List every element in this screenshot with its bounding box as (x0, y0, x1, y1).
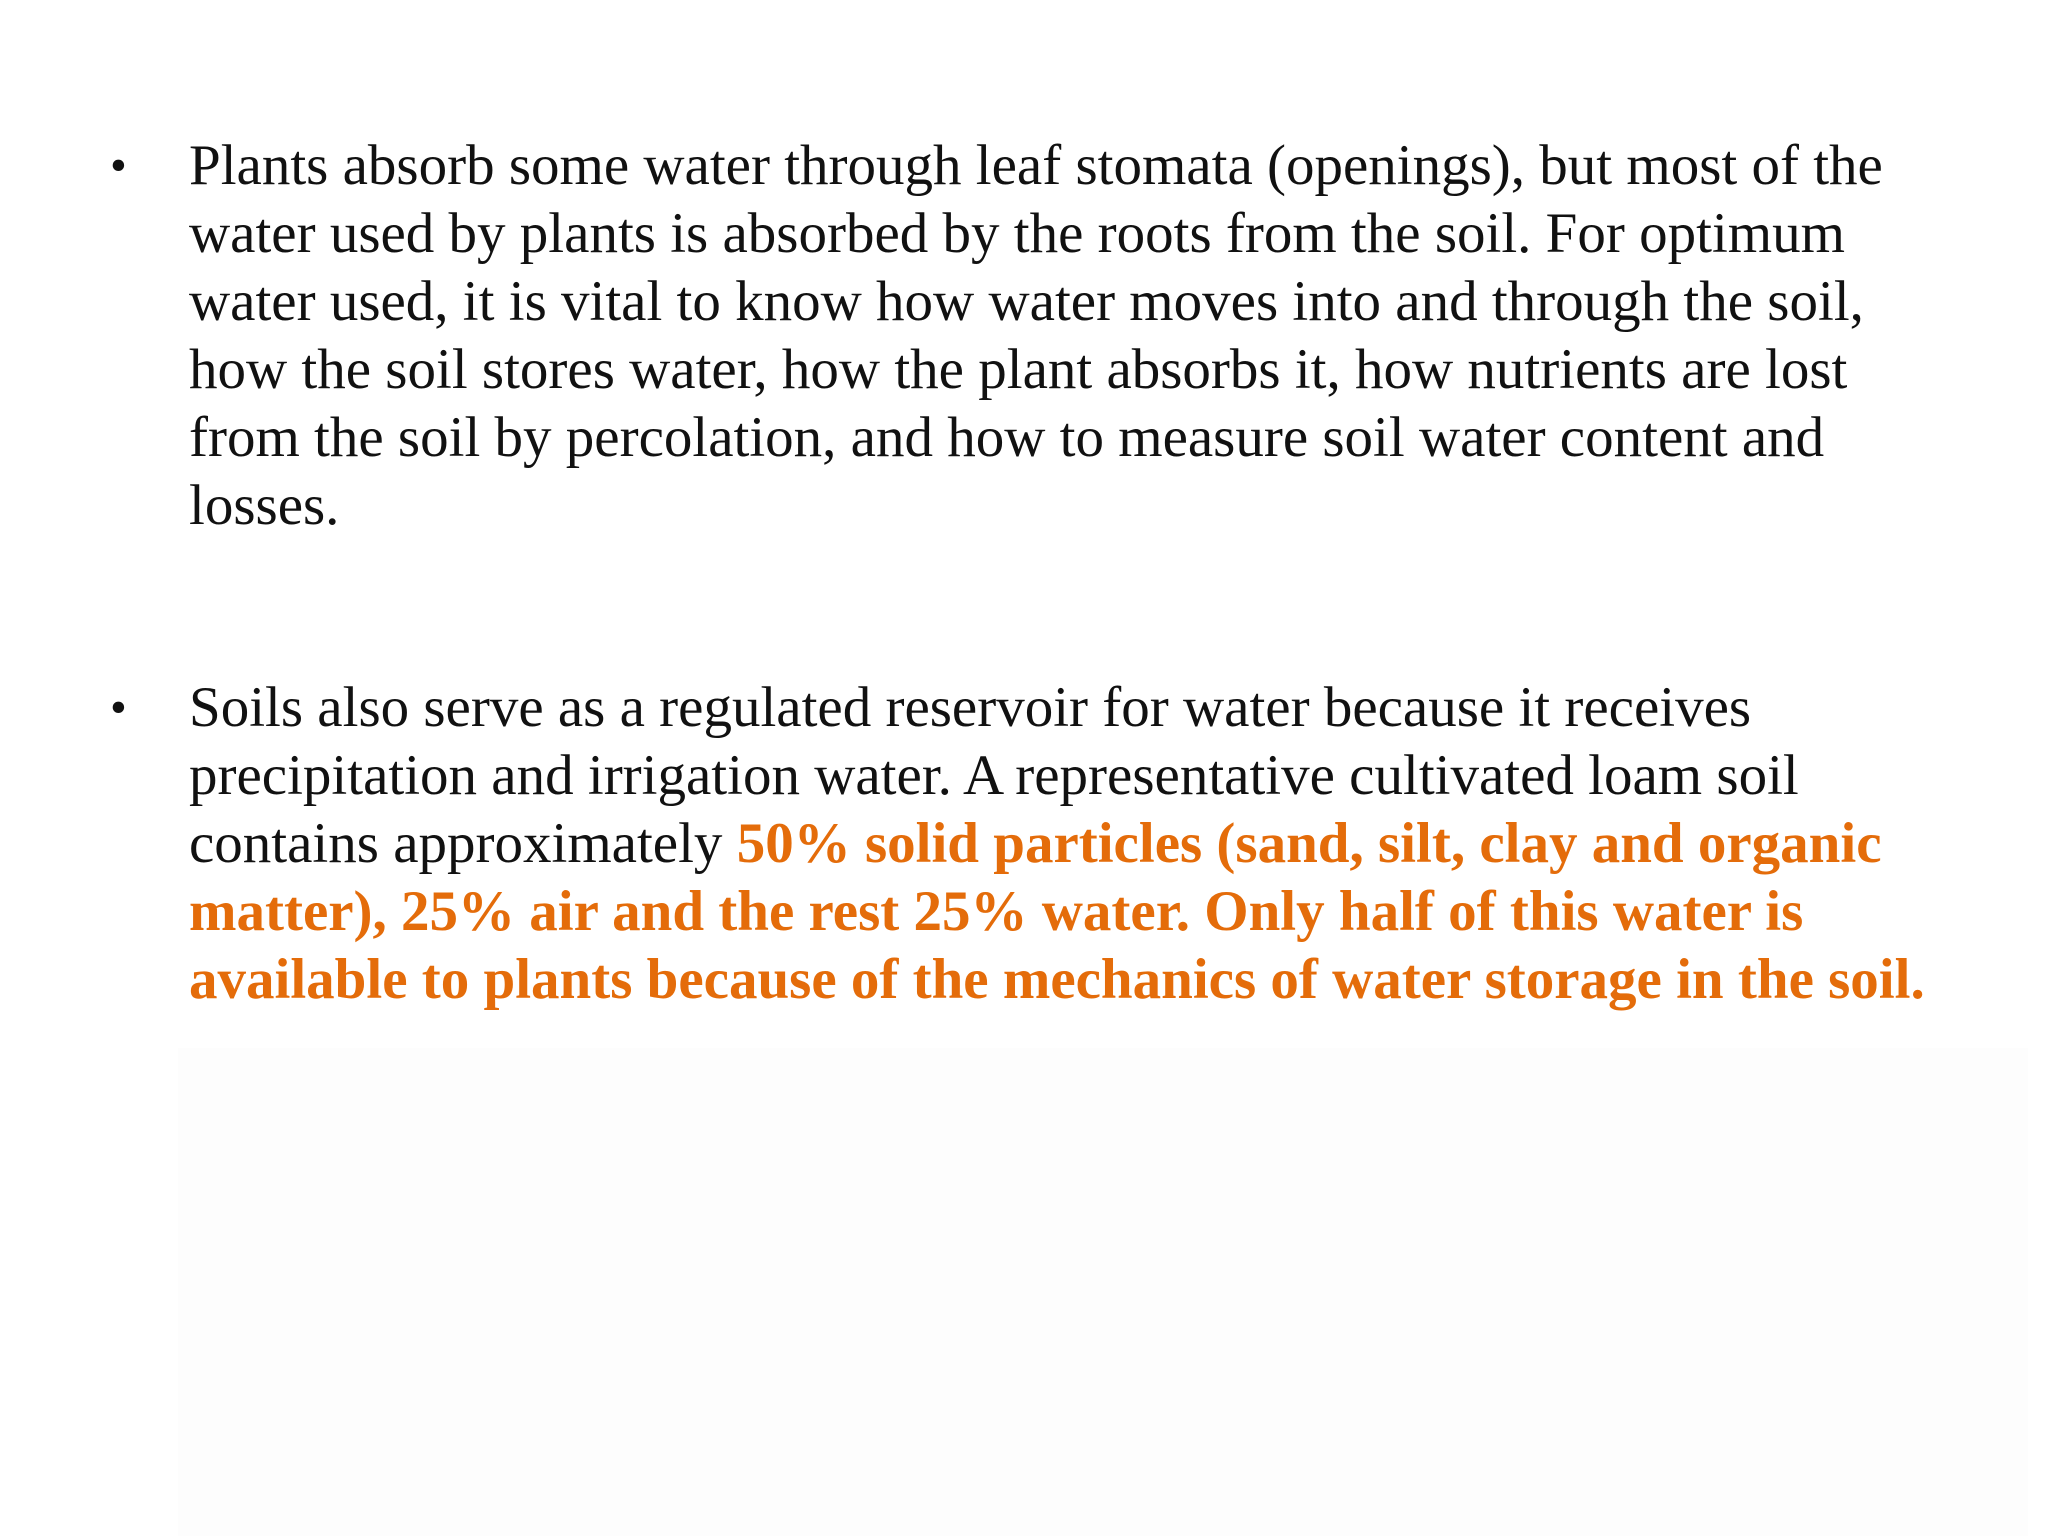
bullet-list (0, 132, 2048, 1014)
content-placeholder-panel (178, 1048, 2028, 1536)
highlighted-text: 50% solid particles (sand, silt, clay and organic matter), 25% air and the rest 25% water. Only half of this water is available to plants because of the mechanics of water storage in the soil. (189, 812, 1925, 1011)
bullet-dot-icon: • (110, 139, 127, 192)
bullet-dot-icon: • (110, 681, 127, 734)
bullet-text: Soils also serve as a regulated reservoir for water because it receives precipitation and irrigation water. A representative cultivated loam soil contains approximately (189, 676, 1799, 875)
bullet-item-water-absorption (0, 132, 1949, 540)
bullet-text: Plants absorb some water through leaf stomata (openings), but most of the water used by plants is absorbed by the roots from the soil. For optimum water used, it is vital to know how water moves into and through the soil, how the soil stores water, how the plant absorbs it, how nutrients are lost from the soil by percolation, and how to measure soil water content and losses. (189, 134, 1883, 537)
bullet-item-soil-reservoir (0, 674, 1949, 1014)
